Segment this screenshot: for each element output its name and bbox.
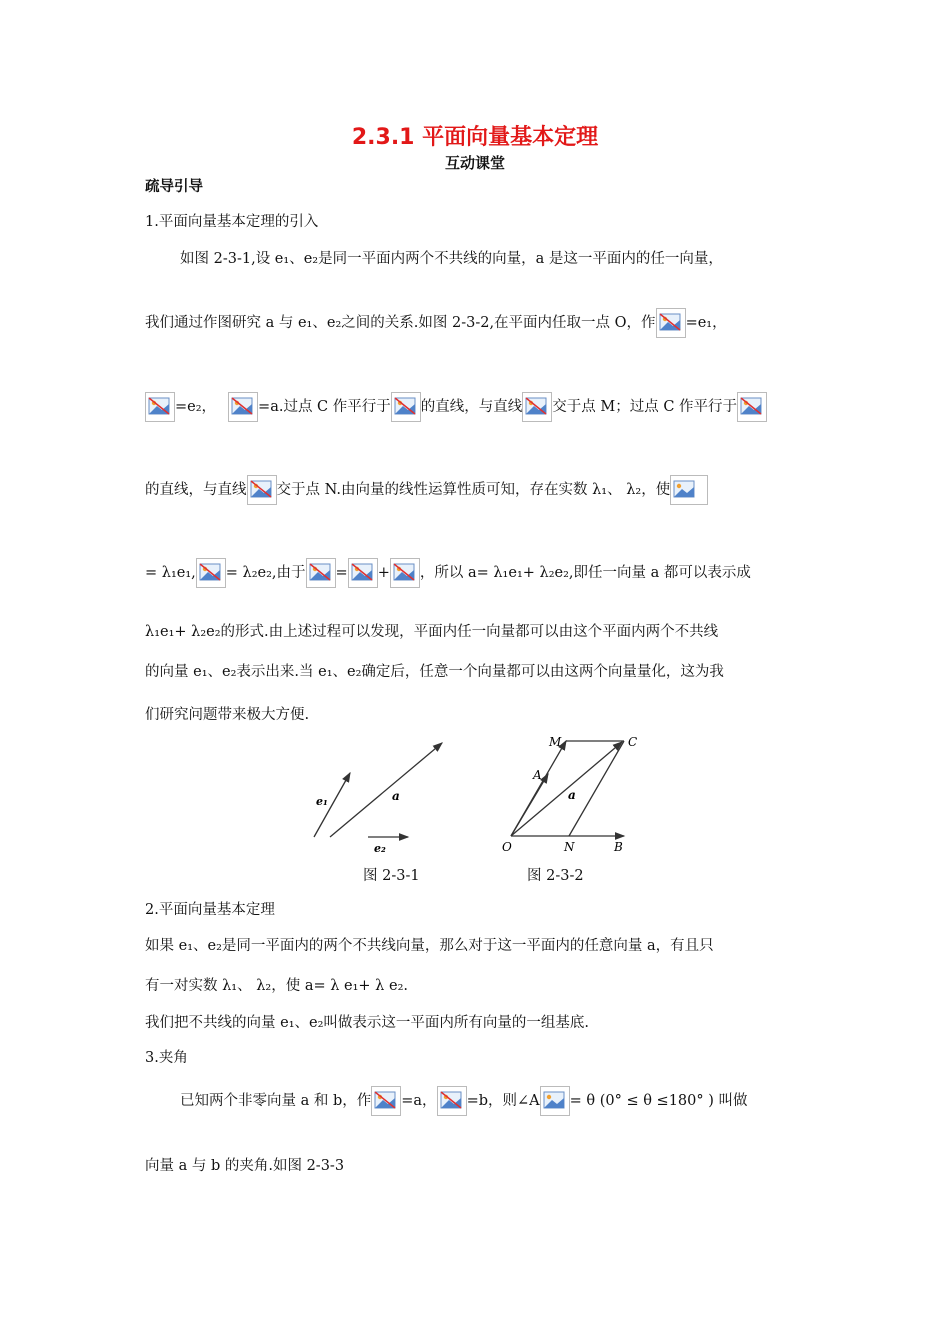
s3-paragraph-line: 向量 a 与 b 的夹角.如图 2-3-3 [145,1158,345,1174]
broken-image-icon [656,308,686,338]
label-A: A [533,768,542,782]
s1-paragraph-line [145,308,727,338]
text-run: = θ (0° ≤ θ ≤180° ) 叫做 [569,1093,748,1109]
text-run: 我们通过作图研究 a 与 e₁、e₂之间的关系.如图 2-3-2,在平面内任取一点 O，作 [145,315,656,331]
label-C: C [628,735,638,749]
broken-image-icon [145,392,175,422]
s1-paragraph-line: 的向量 e₁、e₂表示出来.当 e₁、e₂确定后，任意一个向量都可以由这两个向量量化，这为我 [145,664,724,680]
broken-image-icon [391,392,421,422]
vector-a [511,742,622,836]
broken-image-icon [670,475,708,505]
s2-paragraph-line: 有一对实数 λ₁、 λ₂，使 a= λ e₁+ λ e₂. [145,978,408,994]
page-subtitle: 互动课堂 [444,154,505,172]
text-run: = [335,565,348,581]
text-run: =e₁， [685,315,727,331]
broken-image-icon [522,392,552,422]
figure-caption: 图 2-3-1 [363,868,420,884]
text-run: =b，则∠A [466,1093,540,1109]
text-run: 的直线，与直线 [145,482,247,498]
broken-image-icon [371,1086,401,1116]
broken-image-icon [196,558,226,588]
vector-OA [511,774,548,836]
s2-paragraph-line: 如果 e₁、e₂是同一平面内的两个不共线向量，那么对于这一平面内的任意向量 a，有且只 [145,938,714,954]
section-heading: 疏导引导 [145,179,203,195]
page-title: 2.3.1 平面向量基本定理 [351,125,599,150]
s1-paragraph-line: λ₁e₁+ λ₂e₂的形式.由上述过程可以发现，平面内任一向量都可以由这个平面内两个不共线 [145,624,719,640]
figure-2-3-2 [496,730,636,860]
broken-image-icon [737,392,767,422]
s3-paragraph-line [180,1086,748,1116]
broken-image-icon [228,392,258,422]
text-run: =a.过点 C 作平行于 [258,399,391,415]
figure-2-3-1 [300,735,460,855]
figure-caption: 图 2-3-2 [527,868,584,884]
label-M: M [549,735,562,749]
broken-image-icon [540,1086,570,1116]
label-N: N [564,840,575,854]
s1-paragraph-line [145,392,767,422]
text-run: =a， [401,1093,437,1109]
text-run: 交于点 N.由向量的线性运算性质可知，存在实数 λ₁、 λ₂，使 [276,482,671,498]
broken-image-icon [348,558,378,588]
label-O: O [502,840,512,854]
broken-image-icon [306,558,336,588]
vector-a [330,743,442,837]
label-a: a [568,788,576,802]
s3-heading: 3.夹角 [145,1050,188,1066]
text-run: = λ₁e₁, [145,565,196,581]
s1-paragraph-line: 如图 2-3-1,设 e₁、e₂是同一平面内两个不共线的向量，a 是这一平面内的任一向量， [180,251,723,267]
label-a: a [392,789,400,803]
text-run: =e₂， [175,399,217,415]
text-run: ，所以 a= λ₁e₁+ λ₂e₂,即任一向量 a 都可以表示成 [419,565,751,581]
label-e2: e₂ [374,842,386,855]
broken-image-icon [247,475,277,505]
s1-paragraph-line: 们研究问题带来极大方便. [145,707,310,723]
text-run: 已知两个非零向量 a 和 b，作 [180,1093,372,1109]
broken-image-icon [437,1086,467,1116]
text-run: = λ₂e₂,由于 [225,565,306,581]
text-run: + [377,565,390,581]
text-run: 交于点 M；过点 C 作平行于 [552,399,738,415]
segment-CN [569,741,624,836]
s1-paragraph-line [145,558,751,588]
s2-paragraph-line: 我们把不共线的向量 e₁、e₂叫做表示这一平面内所有向量的一组基底. [145,1015,590,1031]
label-B: B [614,840,623,854]
s2-heading: 2.平面向量基本定理 [145,902,275,918]
s1-heading: 1.平面向量基本定理的引入 [145,214,319,230]
text-run: 的直线，与直线 [420,399,523,415]
broken-image-icon [390,558,420,588]
s1-paragraph-line [145,475,708,505]
label-e1: e₁ [316,795,328,808]
